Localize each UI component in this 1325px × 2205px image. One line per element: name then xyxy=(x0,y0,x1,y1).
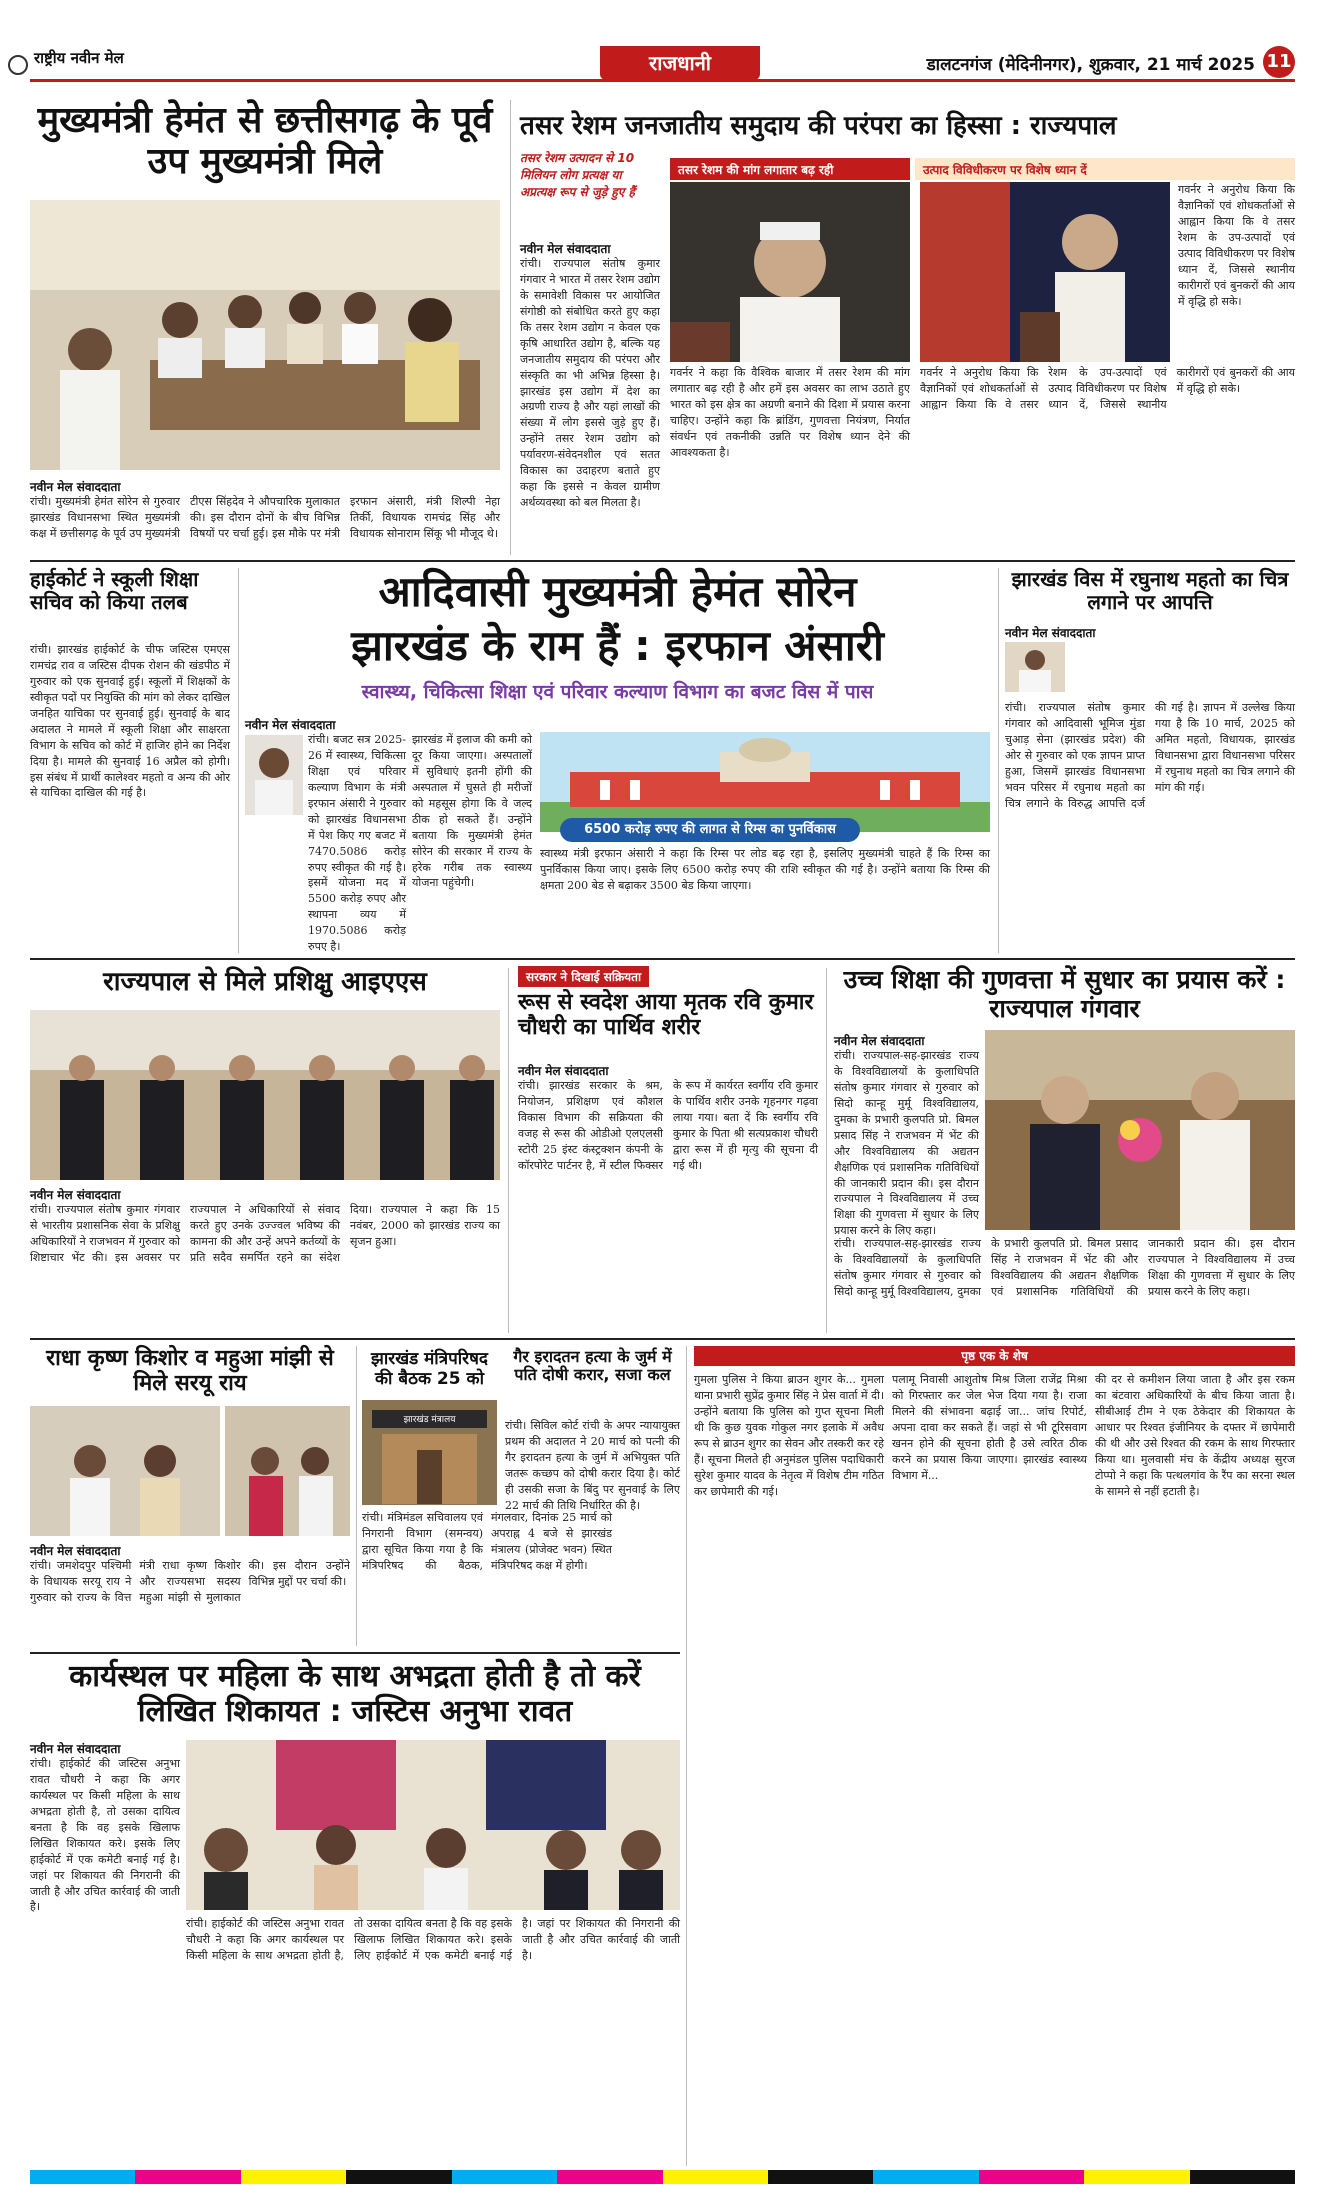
trainee-ias-photo xyxy=(30,1010,500,1180)
rims-building-illustration xyxy=(540,732,990,832)
a5-body: रांची। राज्यपाल संतोष कुमार गंगवार को आदिवासी भूमिज मुंडा चुआड़ सेना (झारखंड प्रदेश) की ओर से गुरुवार को एक ज्ञापन प्राप्त हुआ, जिसमें झारखंड विधानसभा भवन परिसर में रघुनाथ महतो का चित्र लगाने के विरुद्ध आपत्ति दर्ज की गई है। ज्ञापन में उल्लेख किया गया है कि 10 मार्च, 2025 को अमित महतो, विधायक, झारखंड विधानसभा द्वारा विधानसभा परिसर में रघुनाथ महतो का चित्र लगाने की मांग की गई। xyxy=(1005,701,1295,810)
a12-headline: कार्यस्थल पर महिला के साथ अभद्रता होती है तो करें लिखित शिकायत : जस्टिस अनुभा रावत xyxy=(69,1659,641,1729)
a7-kicker: सरकार ने दिखाई सक्रियता xyxy=(518,966,649,987)
section-rule xyxy=(30,560,1295,562)
a4-byline: नवीन मेल संवाददाता xyxy=(245,718,336,732)
section-tab: राजधानी xyxy=(600,46,760,80)
a9-byline: नवीन मेल संवाददाता xyxy=(30,1544,121,1558)
a3-headline: हाईकोर्ट ने स्कूली शिक्षा सचिव को किया तलब xyxy=(30,567,199,614)
meeting-photo xyxy=(30,200,500,470)
a13-body2: पलामू निवासी आशुतोष मिश्र जिला राजेंद्र मिश्रा को गिरफ्तार कर जेल भेज दिया गया है। राजा मिलने की संभावना बढ़ाई जा... जांच रिपोर्ट, अपना दावा कर सकते हैं। जहां से भी टूरिसवाग खनन होने की सूचना होती है उसे त्वरित ठीक करने का प्रयास किया जाएगा। झारखंड स्वास्थ्य विभाग में... xyxy=(892,1373,1087,1482)
a7-body: रांची। झारखंड सरकार के श्रम, नियोजन, प्रशिक्षण एवं कौशल विकास विभाग की सक्रियता की वजह से रूस की ओडीओ एलएलसी स्टोरी 25 इंस्ट कंस्ट्रक्शन कंपनी के कॉरपोरेट पार्टनर है, में स्टील फिक्सर के रूप में कार्यरत स्वर्गीय रवि कुमार के पार्थिव शरीर उनके गृहनगर गढ़वा लाया गया। बता दें कि स्वर्गीय रवि कुमार के पिता श्री सत्यप्रकाश चौधरी द्वारा रूस में ही मृत्यु की सूचना दी गई थी। xyxy=(518,1079,818,1172)
a11-headline: गैर इरादतन हत्या के जुर्म में पति दोषी करार, सजा कल xyxy=(513,1347,672,1385)
a6-photo xyxy=(30,1010,500,1180)
a8-body: रांची। राज्यपाल-सह-झारखंड राज्य के विश्वविद्यालयों के कुलाधिपति संतोष कुमार गंगवार से गुरुवार को सिदो कान्हू मुर्मू विश्वविद्यालय, दुमका के प्रभारी कुलपति प्रो. बिमल प्रसाद सिंह ने राजभवन में भेंट की और विश्वविद्यालय की अद्यतन शैक्षणिक एवं प्रशासनिक गतिविधियों की जानकारी प्रदान की। इस दौरान राज्यपाल ने विश्वविद्यालय में उच्च शिक्षा की गुणवत्ता में सुधार के लिए प्रयास करने के लिए कहा। xyxy=(834,1049,979,1238)
a9-photo-2 xyxy=(225,1406,350,1536)
speaker-photo xyxy=(920,182,1170,362)
divider xyxy=(686,1346,687,2166)
portrait-photo xyxy=(1005,642,1065,692)
a1-headline: मुख्यमंत्री हेमंत से छत्तीसगढ़ के पूर्व उप मुख्यमंत्री मिले xyxy=(37,100,493,183)
a10-body: रांची। मंत्रिमंडल सचिवालय एवं निगरानी विभाग (समन्वय) द्वारा सूचित किया गया है कि मंत्रिपरिषद की बैठक, मंगलवार, दिनांक 25 मार्च को अपराह्न 4 बजे से झारखंड मंत्रालय (प्रोजेक्ट भवन) स्थित मंत्रिपरिषद कक्ष में होगी। xyxy=(362,1511,612,1572)
a3-body: रांची। झारखंड हाईकोर्ट के चीफ जस्टिस एमएस रामचंद्र राव व जस्टिस दीपक रोशन की खंडपीठ में गुरुवार को एक सुनवाई हुई। स्कूलों में शिक्षकों के स्वीकृत पदों पर नियुक्ति की मांग को लेकर दाखिल जनहित याचिका पर सुनवाई हुई। सुनवाई के बाद अदालत ने मामले में स्कूली शिक्षा और साक्षरता विभाग के सचिव को कोर्ट में हाजिर होने का निर्देश दिया है। मामले की सुनवाई 16 अप्रैल को होगी। इस संबंध में प्रार्थी कालेश्वर महतो व अन्य की ओर से याचिका दाखिल की गई है। xyxy=(30,643,230,800)
a6-byline: नवीन मेल संवाददाता xyxy=(30,1188,121,1202)
a13-body1: गुमला पुलिस ने किया ब्राउन शुगर के... गुमला थाना प्रभारी सुप्रेंद्र कुमार सिंह ने प्रेस वार्ता में दी। उन्होंने बताया कि पुलिस को गुप्त सूचना मिली थी कि कुछ युवक गोकुल नगर इलाके में अवैध रूप से ब्राउन शुगर का सेवन और तस्करी कर रहे हैं। सूचना मिलते ही अनुमंडल पुलिस पदाधिकारी सुरेश कुमार यादव के नेतृत्व में विशेष टीम गठित कर छापेमारी की गई। xyxy=(694,1373,884,1498)
a1-byline: नवीन मेल संवाददाता xyxy=(30,480,121,494)
a13-tag: पृष्ठ एक के शेष xyxy=(961,1349,1028,1363)
minister-portrait xyxy=(245,735,303,815)
a4-headline-1: आदिवासी मुख्यमंत्री हेमंत सोरेन xyxy=(378,567,857,616)
a1-photo xyxy=(30,200,500,470)
a2-photo-1 xyxy=(670,182,910,362)
vc-meeting-photo xyxy=(985,1030,1295,1230)
a4-portrait xyxy=(245,735,303,815)
a2-body3-cont: गवर्नर ने अनुरोध किया कि वैज्ञानिकों एवं शोधकर्ताओं से आह्वान किया कि वे तसर रेशम के उप-उत्पादों एवं उत्पाद विविधीकरण पर विशेष ध्यान दें, जिससे स्थानीय कारीगरों एवं बुनकरों की आय में वृद्धि हो सके। xyxy=(920,366,1295,411)
print-color-strip xyxy=(30,2170,1295,2184)
a12-byline: नवीन मेल संवाददाता xyxy=(30,1742,121,1756)
a4-photo xyxy=(540,732,990,832)
section-rule xyxy=(30,958,1295,960)
meeting-photo-1 xyxy=(30,1406,220,1536)
a2-body3: गवर्नर ने अनुरोध किया कि वैज्ञानिकों एवं शोधकर्ताओं से आह्वान किया कि वे तसर रेशम के उप-उत्पादों एवं उत्पाद विविधीकरण पर विशेष ध्यान दें, जिससे स्थानीय कारीगरों एवं बुनकरों की आय में वृद्धि हो सके। xyxy=(1178,183,1295,308)
a9-headline: राधा कृष्ण किशोर व महुआ मांझी से मिले सरयू राय xyxy=(46,1346,334,1397)
divider xyxy=(238,568,239,953)
a2-body1: रांची। राज्यपाल संतोष कुमार गंगवार ने भारत में तसर रेशम उद्योग के समावेशी विकास पर आयोजित संगोष्ठी को संबोधित करते हुए कहा कि तसर रेशम उद्योग न केवल एक कृषि आधारित उद्योग है, बल्कि यह जनजातीय समुदाय की परंपरा और संस्कृति का भी अभिन्न हिस्सा है। झारखंड इस उद्योग में देश का अग्रणी राज्य है और यहां लाखों की संख्या में लोग इससे जुड़े हुए हैं। उन्होंने तसर रेशम उद्योग को पर्यावरण-संवेदनशील एवं सतत विकास का उदाहरण बताते हुए कहा कि इससे न केवल ग्रामीण अर्थव्यवस्था को बल मिलता है। xyxy=(520,257,660,510)
a1-body: रांची। मुख्यमंत्री हेमंत सोरेन से गुरुवार झारखंड विधानसभा स्थित मुख्यमंत्री कक्ष में छत्तीसगढ़ के पूर्व उप मुख्यमंत्री टीएस सिंहदेव ने औपचारिक मुलाकात की। इस दौरान दोनों के बीच विभिन्न विषयों पर चर्चा हुई। इस मौके पर मंत्री इरफान अंसारी, मंत्री शिल्पी नेहा तिर्की, विधायक रामचंद्र सिंह और विधायक सोनाराम सिंकू भी मौजूद थे। xyxy=(30,495,500,540)
a12-body-cont: रांची। हाईकोर्ट की जस्टिस अनुभा रावत चौधरी ने कहा कि अगर कार्यस्थल पर किसी महिला के साथ अभद्रता होती है, तो उसका दायित्व बनता है कि वह इसके खिलाफ लिखित शिकायत करे। इसके लिए हाईकोर्ट में एक कमेटी बनाई गई है। जहां पर शिकायत की निगरानी की जाती है और उचित कार्रवाई की जाती है। xyxy=(186,1917,680,1962)
a11-body: रांची। सिविल कोर्ट रांची के अपर न्यायायुक्त प्रथम की अदालत ने 20 मार्च को पत्नी की गैर इरादतन हत्या के जुर्म में अभियुक्त पति जतरू कच्छप को दोषी करार दिया है। कोर्ट ही उसकी सजा के बिंदु पर सुनवाई के लिए 22 मार्च की तिथि निर्धारित की है। xyxy=(505,1419,680,1512)
a12-photo xyxy=(186,1740,680,1910)
a4-body3: स्वास्थ्य मंत्री इरफान अंसारी ने कहा कि रिम्स पर लोड बढ़ रहा है, इसलिए मुख्यमंत्री चाहते हैं कि रिम्स का पुनर्विकास किया जाए। इसके लिए 6500 करोड़ रुपए की राशि स्वीकृत की गई है। उन्होंने बताया कि रिम्स की क्षमता 200 बेड से बढ़ाकर 3500 बेड किया जाएगा। xyxy=(540,847,990,892)
registration-mark xyxy=(8,55,28,75)
page-number: 11 xyxy=(1263,46,1295,78)
a9-body: रांची। जमशेदपुर पश्चिमी के विधायक सरयू राय ने गुरुवार को राज्य के वित्त मंत्री राधा कृष्ण किशोर और राज्यसभा सदस्य महुआ मांझी से मुलाकात की। इस दौरान उन्होंने विभिन्न मुद्दों पर चर्चा की। xyxy=(30,1559,350,1604)
a10-board: झारखंड मंत्रालय xyxy=(403,1415,456,1425)
dateline: डालटनगंज (मेदिनीनगर), शुक्रवार, 21 मार्च 2025 xyxy=(926,55,1255,75)
a2-byline: नवीन मेल संवाददाता xyxy=(520,242,611,256)
a7-byline: नवीन मेल संवाददाता xyxy=(518,1064,609,1078)
a4-body2: झारखंड में इलाज की कमी को दूर किया जाएगा। अस्पतालों में सुविधाएं इतनी होंगी की अस्पताल में घुसते ही मरीजों को महसूस होगा कि वे जल्द ठीक हो सकते हैं। उन्होंने बताया कि मुख्यमंत्री हेमंत सोरेन की सरकार में राज्य के हरेक गरीब तक स्वास्थ्य योजना पहुंचेगी। xyxy=(412,733,532,890)
governor-photo xyxy=(670,182,910,362)
a2-photo-2 xyxy=(920,182,1170,362)
a8-photo xyxy=(985,1030,1295,1230)
a2-pull-quote: तसर रेशम उत्पादन से 10 मिलियन लोग प्रत्यक्ष या अप्रत्यक्ष रूप से जुड़े हुए हैं xyxy=(520,151,635,199)
a8-headline: उच्च शिक्षा की गुणवत्ता में सुधार का प्रयास करें : राज्यपाल गंगवार xyxy=(843,965,1286,1023)
a5-byline: नवीन मेल संवाददाता xyxy=(1005,626,1096,640)
divider xyxy=(356,1346,357,1646)
a9-photo-1 xyxy=(30,1406,220,1536)
a13-body3: की दर से कमीशन लिया जाता है और इस रकम का बंटवारा अधिकारियों के बीच किया जाता है। सीबीआई टीम ने एक ठेकेदार की शिकायत के आधार पर रिश्वत इंजीनियर के दफ्तर में छापेमारी की थी और उसे रिश्वत की रकम के साथ गिरफ्तार किया था। मुलवासी मंच के केंद्रीय अध्यक्ष सुरज टोप्पो ने कहा कि पत्थलगांव के रैंप का सरना स्थल के सामने से नहीं हटाती है। xyxy=(1095,1373,1295,1498)
divider xyxy=(508,968,509,1333)
justice-event-photo xyxy=(186,1740,680,1910)
brand-logo: राष्ट्रीय नवीन मेल xyxy=(34,49,124,67)
a2-headline: तसर रेशम जनजातीय समुदाय की परंपरा का हिस्सा : राज्यपाल xyxy=(520,111,1117,141)
divider xyxy=(998,568,999,953)
section-rule xyxy=(30,1652,680,1654)
masthead xyxy=(30,48,1295,82)
a10-headline: झारखंड मंत्रिपरिषद की बैठक 25 को xyxy=(371,1349,488,1389)
a12-body: रांची। हाईकोर्ट की जस्टिस अनुभा रावत चौधरी ने कहा कि अगर कार्यस्थल पर किसी महिला के साथ अभद्रता होती है, तो उसका दायित्व बनता है कि वह इसके खिलाफ लिखित शिकायत करे। इसके लिए हाईकोर्ट में एक कमेटी बनाई गई है। जहां पर शिकायत की निगरानी की जाती है और उचित कार्रवाई की जाती है। xyxy=(30,1757,180,1914)
a8-body-cont: रांची। राज्यपाल-सह-झारखंड राज्य के विश्वविद्यालयों के कुलाधिपति संतोष कुमार गंगवार से गुरुवार को सिदो कान्हू मुर्मू विश्वविद्यालय, दुमका के प्रभारी कुलपति प्रो. बिमल प्रसाद सिंह ने राजभवन में भेंट की और विश्वविद्यालय की अद्यतन शैक्षणिक एवं प्रशासनिक गतिविधियों की जानकारी प्रदान की। इस दौरान राज्यपाल ने विश्वविद्यालय में उच्च शिक्षा की गुणवत्ता में सुधार के लिए प्रयास करने के लिए कहा। xyxy=(834,1237,1295,1298)
meeting-photo-2 xyxy=(225,1406,350,1536)
a2-body2: गवर्नर ने कहा कि वैश्विक बाजार में तसर रेशम की मांग लगातार बढ़ रही है और हमें इस अवसर का लाभ उठाते हुए भारत को इस क्षेत्र का अग्रणी बनाने की दिशा में प्रयास करना चाहिए। उन्होंने कहा कि ब्रांडिंग, गुणवत्ता नियंत्रण, निर्यात संवर्धन एवं तकनीकी उन्नति पर विशेष ध्यान देने की आवश्यकता है। xyxy=(670,366,910,459)
a4-caption: 6500 करोड़ रुपए की लागत से रिम्स का पुनर्विकास xyxy=(560,818,860,842)
a5-portrait xyxy=(1005,642,1065,692)
a8-byline: नवीन मेल संवाददाता xyxy=(834,1034,925,1048)
divider xyxy=(826,968,827,1333)
a2-bar1: तसर रेशम की मांग लगातार बढ़ रही xyxy=(670,158,910,180)
a2-bar2: उत्पाद विविधीकरण पर विशेष ध्यान दें xyxy=(915,158,1295,180)
divider xyxy=(510,100,511,555)
a4-subhead: स्वास्थ्य, चिकित्सा शिक्षा एवं परिवार कल्याण विभाग का बजट विस में पास xyxy=(361,681,874,703)
a4-headline-2: झारखंड के राम हैं : इरफान अंसारी xyxy=(351,621,884,670)
a4-body1: रांची। बजट सत्र 2025-26 में स्वास्थ्य, चिकित्सा शिक्षा एवं परिवार कल्याण विभाग के मंत्री इरफान अंसारी ने गुरुवार को झारखंड विधानसभा में पेश किए गए बजट में 7470.5086 करोड़ रुपए स्वीकृत की गई है। इसमें योजना मद में 5500 करोड़ रुपए और स्थापना व्यय में 1970.5086 करोड़ रुपए है। xyxy=(308,733,406,954)
a5-headline: झारखंड विस में रघुनाथ महतो का चित्र लगाने पर आपत्ति xyxy=(1011,567,1289,614)
a6-body: रांची। राज्यपाल संतोष कुमार गंगवार से भारतीय प्रशासनिक सेवा के प्रशिक्षु अधिकारियों ने राजभवन में गुरुवार को शिष्टाचार भेंट की। इस अवसर पर राज्यपाल ने अधिकारियों से संवाद करते हुए उनके उज्ज्वल भविष्य की कामना की और उन्हें अपने कर्तव्यों के प्रति सदैव समर्पित रहने का संदेश दिया। राज्यपाल ने कहा कि 15 नवंबर, 2000 को झारखंड राज्य का सृजन हुआ। xyxy=(30,1203,500,1264)
a6-headline: राज्यपाल से मिले प्रशिक्षु आइएएस xyxy=(103,967,427,997)
a7-headline: रूस से स्वदेश आया मृतक रवि कुमार चौधरी का पार्थिव शरीर xyxy=(518,990,814,1041)
section-rule xyxy=(30,1338,1295,1340)
